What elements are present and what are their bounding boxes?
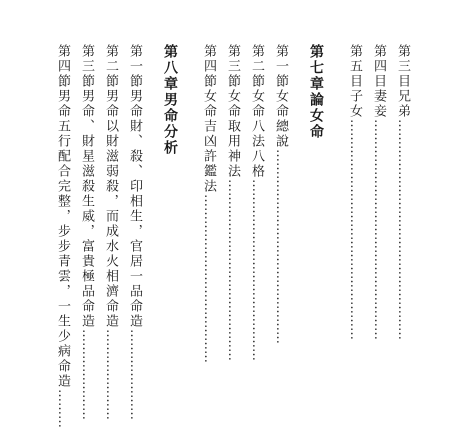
entry-title: 男命財、殺、印相生，官居一品命造 <box>127 89 142 329</box>
section-label: 第二節 <box>103 44 118 89</box>
leader-dots: ………………… <box>103 329 118 420</box>
chapter-label: 第七章 <box>308 44 324 92</box>
leader-dots: …………………………………………… <box>347 119 362 340</box>
section-label: 第一節 <box>273 44 288 89</box>
entry-title: 女命取用神法 <box>225 89 240 179</box>
leader-dots: ………………………………… <box>201 194 216 363</box>
entry-title: 子女 <box>347 89 362 119</box>
entry-title: 女命八法八格 <box>249 89 264 179</box>
chapter-label: 第八章 <box>162 44 178 92</box>
section-label: 第三節 <box>79 44 94 89</box>
leader-dots: …………………………………………… <box>371 119 386 340</box>
section-label: 第五目 <box>347 44 362 89</box>
toc-entry-male-4 <box>17 44 70 428</box>
section-label: 第一節 <box>127 44 142 89</box>
leader-dots: ……………………………………… <box>273 149 288 344</box>
section-label: 第四節 <box>55 44 70 89</box>
leader-dots: …………………………………… <box>225 179 240 361</box>
section-label: 第二節 <box>249 44 264 89</box>
section-label: 第四節 <box>201 44 216 89</box>
entry-title: 兄弟 <box>395 89 410 119</box>
entry-title: 妻妾 <box>371 89 386 119</box>
section-label: 第三節 <box>225 44 240 89</box>
leader-dots: ……… <box>55 389 70 428</box>
chapter-title: 男命分析 <box>162 92 178 156</box>
entry-title: 男命以財滋弱殺，而成水火相濟命造 <box>103 89 118 329</box>
chapter-title: 論女命 <box>308 92 324 140</box>
leader-dots: ………………… <box>127 329 142 420</box>
entry-title: 男命五行配合完整，步步青雲，一生少病命造 <box>55 89 70 389</box>
leader-dots: ………………… <box>79 329 94 420</box>
section-label: 第四目 <box>371 44 386 89</box>
entry-title: 男命、財星滋殺生威，富貴極品命造 <box>79 89 94 329</box>
entry-title: 女命總說 <box>273 89 288 149</box>
entry-title: 女命吉凶許鑑法 <box>201 89 216 194</box>
leader-dots: …………………………………………… <box>395 119 410 340</box>
section-label: 第三目 <box>395 44 410 89</box>
leader-dots: …………………………………… <box>249 179 264 361</box>
